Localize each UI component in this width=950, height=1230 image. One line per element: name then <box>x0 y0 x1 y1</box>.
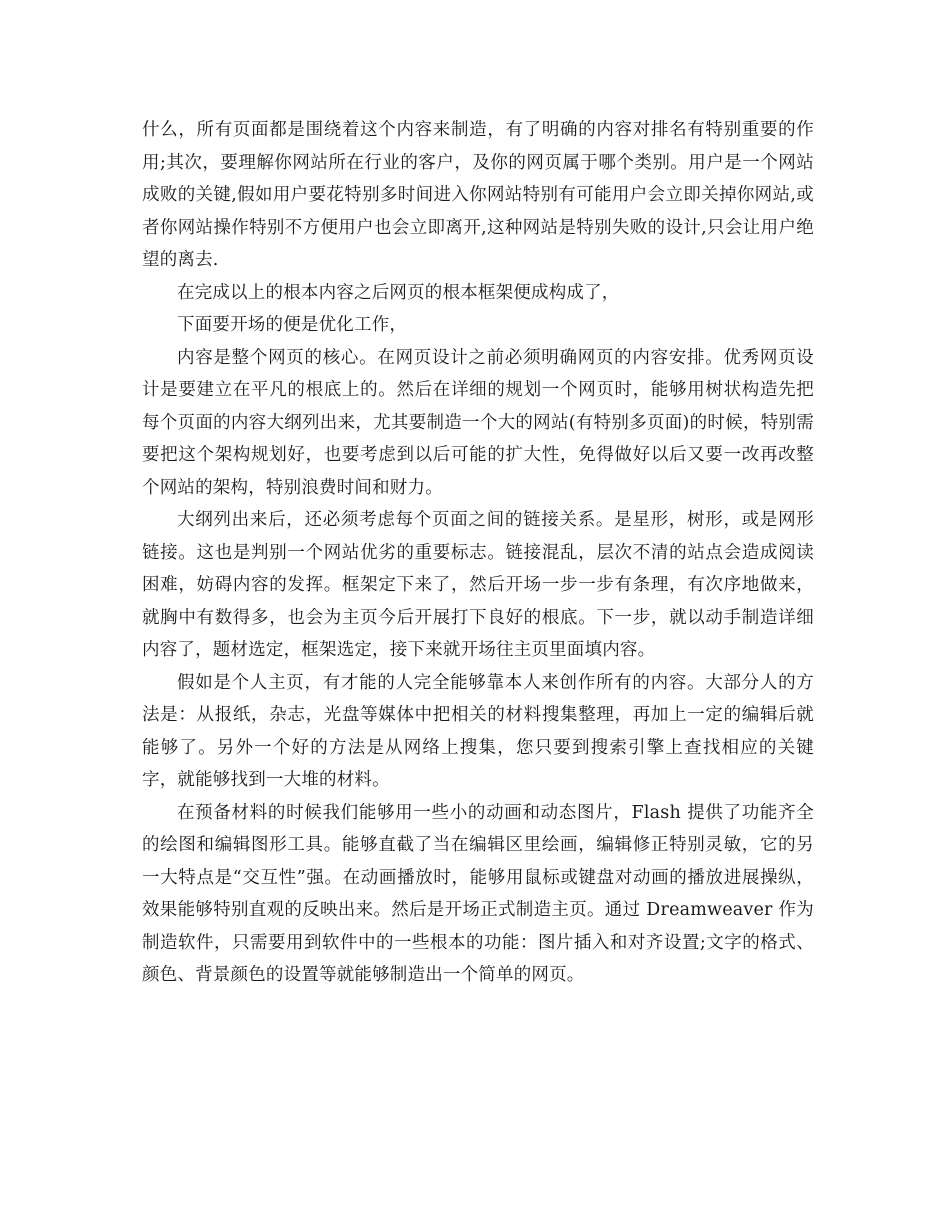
paragraph-6: 假如是个人主页，有才能的人完全能够靠本人来创作所有的内容。大部分人的方法是：从报纸，杂志，光盘等媒体中把相关的材料搜集整理，再加上一定的编辑后就能够了。另外一个好的方法是从网络上搜集，您只要到搜索引擎上查找相应的关键字，就能够找到一大堆的材料。 <box>142 672 814 790</box>
paragraph-4: 内容是整个网页的核心。在网页设计之前必须明确网页的内容安排。优秀网页设计是要建立在平凡的根底上的。然后在详细的规划一个网页时，能够用树状构造先把每个页面的内容大纲列出来，尤其要制造一个大的网站(有特别多页面)的时候，特别需要把这个架构规划好，也要考虑到以后可能的扩大性，免得做好以后又要一改再改整个网站的架构，特别浪费时间和财力。 <box>142 347 814 498</box>
paragraph-1: 什么，所有页面都是围绕着这个内容来制造，有了明确的内容对排名有特别重要的作用;其次，要理解你网站所在行业的客户，及你的网页属于哪个类别。用户是一个网站成败的关键,假如用户要花特别多时间进入你网站特别有可能用户会立即关掉你网站,或者你网站操作特别不方便用户也会立即离开,这种网站是特别失败的设计,只会让用户绝望的离去. <box>142 120 814 270</box>
paragraph-7: 在预备材料的时候我们能够用一些小的动画和动态图片，Flash 提供了功能齐全的绘图和编辑图形工具。能够直截了当在编辑区里绘画，编辑修正特别灵敏，它的另一大特点是“交互性”强。在动画播放时，能够用鼠标或键盘对动画的播放进展操纵，效果能够特别直观的反映出来。然后是开场正式制造主页。通过 Dreamweaver 作为制造软件，只需要用到软件中的一些根本的功能：图片插入和对齐设置;文字的格式、颜色、背景颜色的设置等就能够制造出一个简单的网页。 <box>142 802 814 985</box>
paragraph-2: 在完成以上的根本内容之后网页的根本框架便成构成了， <box>177 282 620 303</box>
document-page <box>142 114 814 992</box>
paragraph-5: 大纲列出来后，还必须考虑每个页面之间的链接关系。是星形，树形，或是网形链接。这也是判别一个网站优劣的重要标志。链接混乱，层次不清的站点会造成阅读困难，妨碍内容的发挥。框架定下来了，然后开场一步一步有条理，有次序地做来，就胸中有数得多，也会为主页今后开展打下良好的根底。下一步，就以动手制造详细内容了，题材选定，框架选定，接下来就开场往主页里面填内容。 <box>142 510 814 660</box>
paragraph-3: 下面要开场的便是优化工作， <box>177 315 408 335</box>
